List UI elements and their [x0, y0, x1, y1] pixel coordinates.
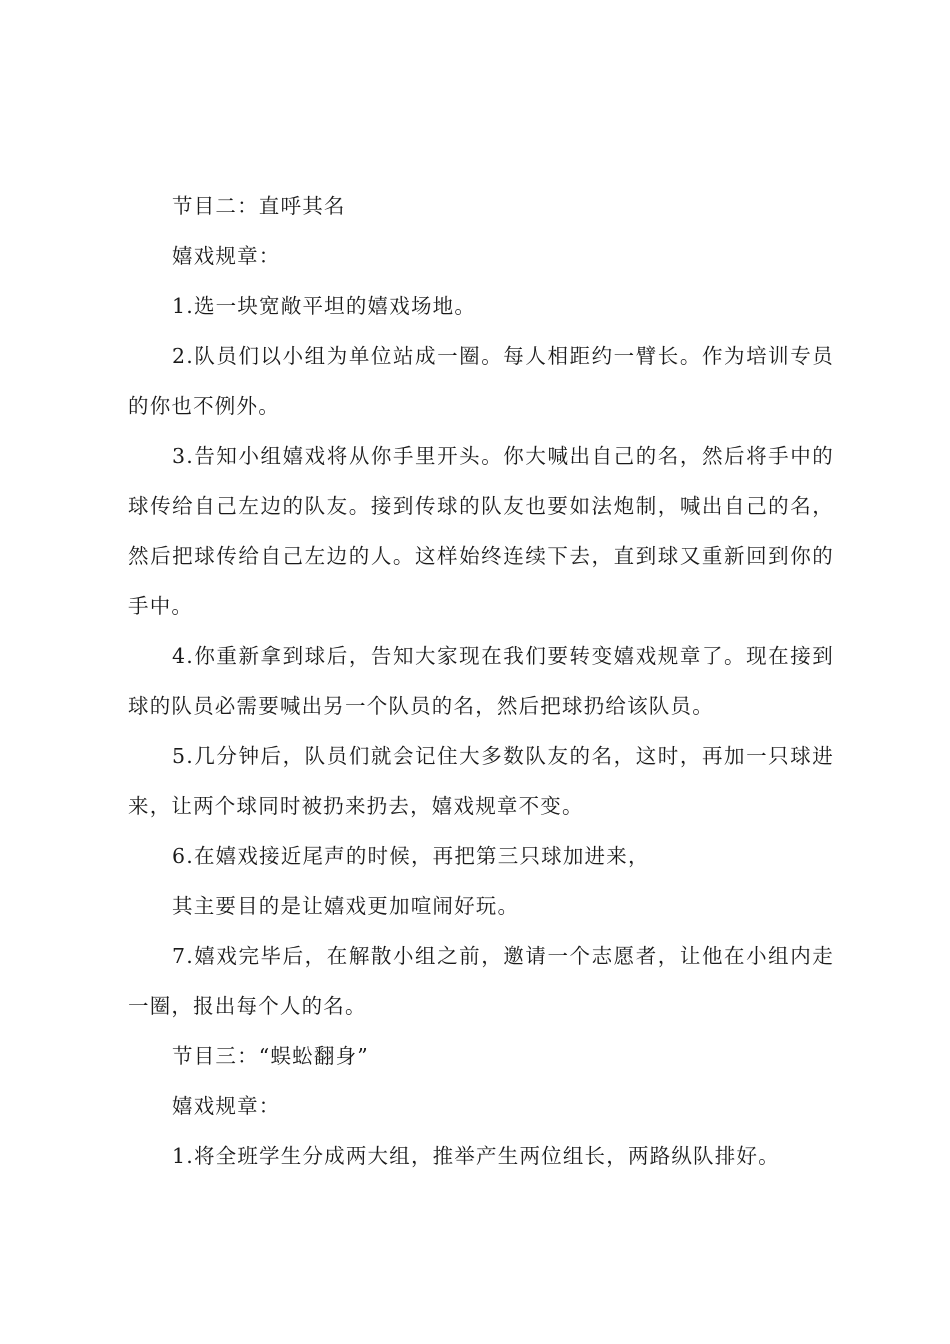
rule-paragraph: 6.在嬉戏接近尾声的时候，再把第三只球加进来，: [172, 844, 650, 868]
rule-paragraph: 2.队员们以小组为单位站成一圈。每人相距约一臂长。作为培训专员的你也不例外。: [128, 344, 834, 418]
rule-paragraph: 1.选一块宽敞平坦的嬉戏场地。: [172, 294, 477, 318]
rule-paragraph: 4.你重新拿到球后，告知大家现在我们要转变嬉戏规章了。现在接到球的队员必需要喊出另一个队员的名，然后把球扔给该队员。: [128, 644, 834, 718]
rule-paragraph: 其主要目的是让嬉戏更加喧闹好玩。: [172, 894, 520, 918]
rule-paragraph: 7.嬉戏完毕后，在解散小组之前，邀请一个志愿者，让他在小组内走一圈，报出每个人的名。: [128, 944, 834, 1018]
rule-paragraph: 1.将全班学生分成两大组，推举产生两位组长，两路纵队排好。: [172, 1144, 780, 1168]
section-heading: 节目二：直呼其名: [172, 194, 346, 218]
rule-paragraph: 3.告知小组嬉戏将从你手里开头。你大喊出自己的名，然后将手中的球传给自己左边的队友。接到传球的队友也要如法炮制，喊出自己的名，然后把球传给自己左边的人。这样始终连续下去，直到球又重新回到你的手中。: [128, 444, 834, 618]
document-page: [128, 181, 834, 1181]
rules-heading: 嬉戏规章：: [172, 244, 281, 268]
rule-paragraph: 5.几分钟后，队员们就会记住大多数队友的名，这时，再加一只球进来，让两个球同时被扔来扔去，嬉戏规章不变。: [128, 744, 834, 818]
rules-heading: 嬉戏规章：: [172, 1094, 281, 1118]
section-heading: 节目三：“蜈蚣翻身”: [172, 1044, 369, 1068]
